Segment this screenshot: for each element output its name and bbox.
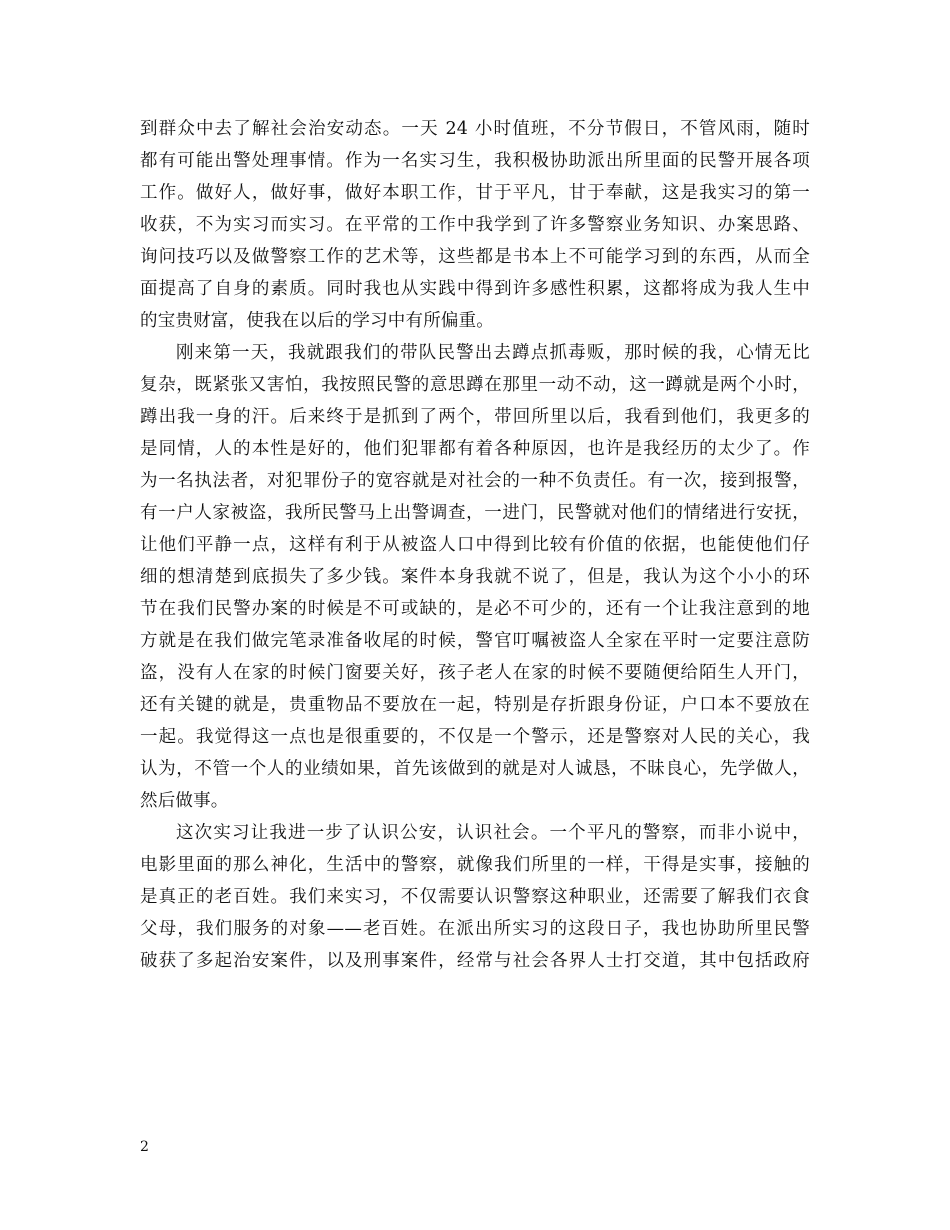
paragraph-2-line-3: 蹲出我一身的汗。后来终于是抓到了两个，带回所里以后，我看到他们，我更多的 [140, 407, 810, 427]
paragraph-3-line-1: 这次实习让我进一步了认识公安，认识社会。一个平凡的警察，而非小说中， [176, 823, 810, 843]
paragraph-2-line-2: 复杂，既紧张又害怕，我按照民警的意思蹲在那里一动不动，这一蹲就是两个小时， [140, 375, 810, 395]
paragraph-2-line-6: 有一户人家被盗，我所民警马上出警调查，一进门，民警就对他们的情绪进行安抚， [140, 503, 810, 523]
paragraph-1-line-3: 工作。做好人，做好事，做好本职工作，甘于平凡，甘于奉献，这是我实习的第一 [140, 183, 810, 203]
paragraph-1-line-1: 到群众中去了解社会治安动态。一天 24 小时值班，不分节假日，不管风雨，随时 [140, 119, 810, 139]
paragraph-2-line-4: 是同情，人的本性是好的，他们犯罪都有着各种原因，也许是我经历的太少了。作 [140, 439, 810, 459]
paragraph-3-line-4: 父母，我们服务的对象——老百姓。在派出所实习的这段日子，我也协助所里民警 [140, 919, 810, 939]
paragraph-2-line-1: 刚来第一天，我就跟我们的带队民警出去蹲点抓毒贩，那时候的我，心情无比 [176, 343, 810, 363]
page-number: 2 [140, 1139, 149, 1155]
paragraph-2-line-8: 细的想清楚到底损失了多少钱。案件本身我就不说了，但是，我认为这个小小的环 [140, 567, 810, 587]
paragraph-2-line-12: 还有关键的就是，贵重物品不要放在一起，特别是存折跟身份证，户口本不要放在 [140, 695, 810, 715]
paragraph-1-line-2: 都有可能出警处理事情。作为一名实习生，我积极协助派出所里面的民警开展各项 [140, 151, 810, 171]
paragraph-2-line-10: 方就是在我们做完笔录准备收尾的时候，警官叮嘱被盗人全家在平时一定要注意防 [140, 631, 810, 651]
paragraph-2-line-11: 盗，没有人在家的时候门窗要关好，孩子老人在家的时候不要随便给陌生人开门， [140, 663, 810, 683]
paragraph-2-line-7: 让他们平静一点，这样有利于从被盗人口中得到比较有价值的依据，也能使他们仔 [140, 535, 810, 555]
paragraph-2-line-15: 然后做事。 [140, 791, 229, 811]
paragraph-3-line-3: 是真正的老百姓。我们来实习，不仅需要认识警察这种职业，还需要了解我们衣食 [140, 887, 810, 907]
paragraph-3-line-5: 破获了多起治安案件，以及刑事案件，经常与社会各界人士打交道，其中包括政府 [140, 951, 810, 971]
paragraph-2-line-9: 节在我们民警办案的时候是不可或缺的，是必不可少的，还有一个让我注意到的地 [140, 599, 810, 619]
paragraph-1-line-4: 收获，不为实习而实习。在平常的工作中我学到了许多警察业务知识、办案思路、 [140, 215, 810, 235]
paragraph-2-line-13: 一起。我觉得这一点也是很重要的，不仅是一个警示，还是警察对人民的关心，我 [140, 727, 810, 747]
paragraph-3-line-2: 电影里面的那么神化，生活中的警察，就像我们所里的一样，干得是实事，接触的 [140, 855, 810, 875]
paragraph-1-line-7: 的宝贵财富，使我在以后的学习中有所偏重。 [140, 311, 494, 331]
paragraph-2-line-14: 认为，不管一个人的业绩如果，首先该做到的就是对人诚恳，不昧良心，先学做人， [140, 759, 810, 779]
paragraph-1-line-6: 面提高了自身的素质。同时我也从实践中得到许多感性积累，这都将成为我人生中 [140, 279, 810, 299]
paragraph-1-line-5: 询问技巧以及做警察工作的艺术等，这些都是书本上不可能学习到的东西，从而全 [140, 247, 810, 267]
paragraph-2-line-5: 为一名执法者，对犯罪份子的宽容就是对社会的一种不负责任。有一次，接到报警， [140, 471, 810, 491]
